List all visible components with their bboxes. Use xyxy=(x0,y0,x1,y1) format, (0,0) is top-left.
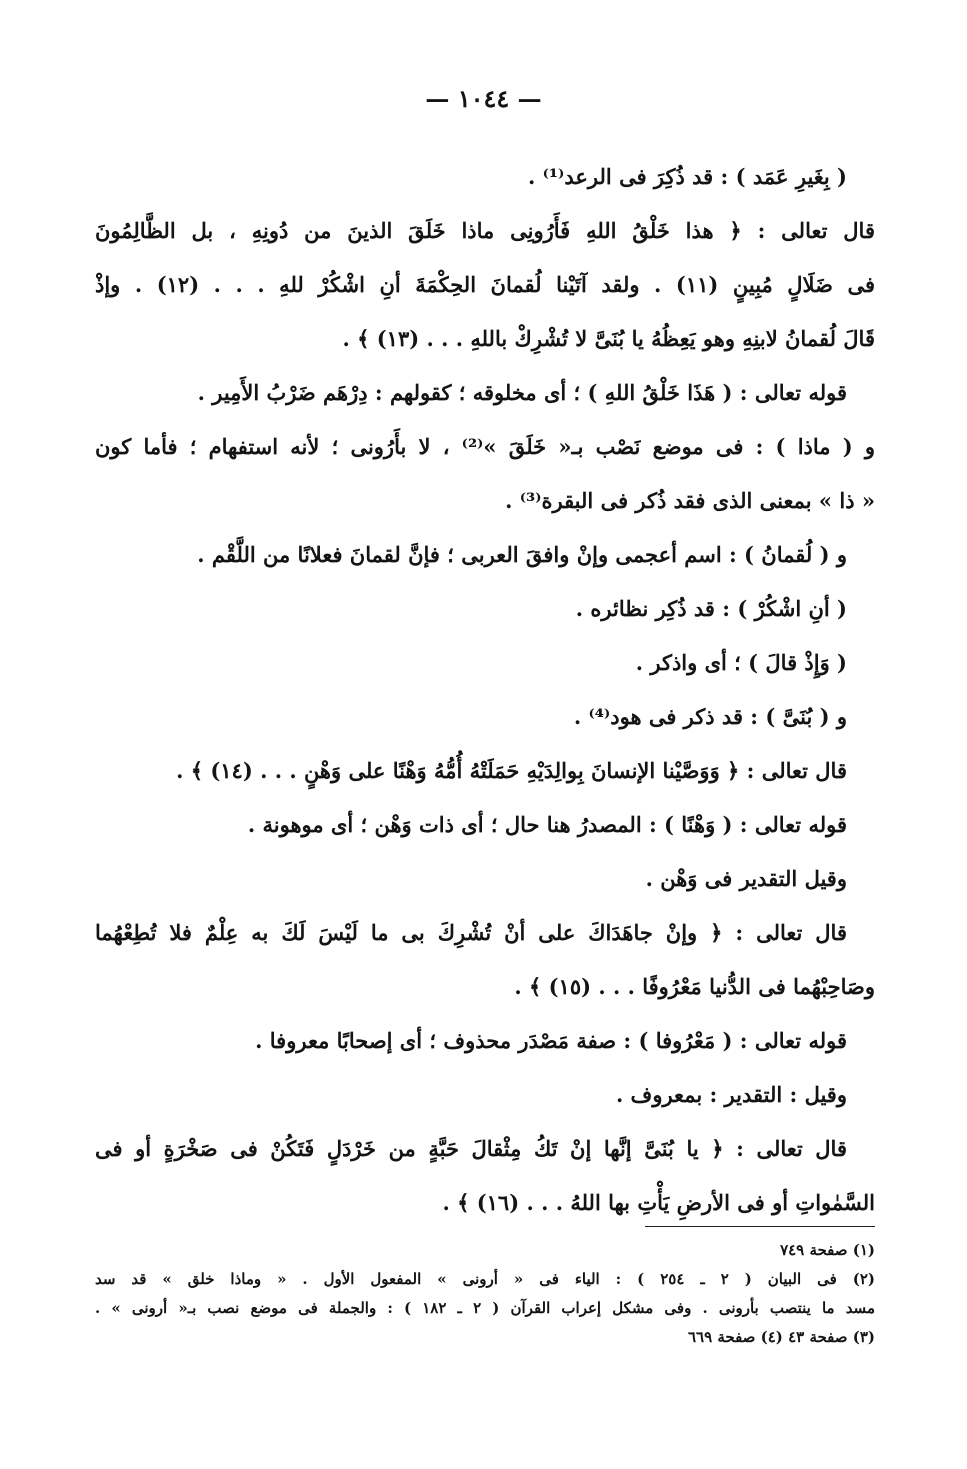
footnote-2-continued: مسد ما ينتصب بأرونى . وفى مشكل إعراب القرآن ( ٢ ـ ١٨٢ ) : والجملة فى موضع نصب بـ« أرونى » . xyxy=(95,1299,875,1317)
page-number: — ١٠٤٤ — xyxy=(425,84,542,113)
text-line-18: وقيل : التقدير : بمعروف . xyxy=(615,1082,847,1107)
text-line-3: فى ضَلَالٍ مُبِينٍ (١١) . ولقد آتَيْنا لُقمانَ الحِكْمَةَ أنِ اشْكُرْ للهِ . . . (١٢) . وإذْ xyxy=(95,272,875,297)
text-line-5: قوله تعالى : ( هَذَا خَلْقُ اللهِ ) ؛ أى مخلوقه ؛ كقولهم : دِرْهَم ضَرْبُ الأَمِير . xyxy=(197,380,847,405)
text-line-2: قال تعالى : ﴿ هذا خَلْقُ اللهِ فَأَرُونِى ماذا خَلَقَ الذينَ من دُونِهِ ، بل الظَّالِمُونَ xyxy=(95,218,875,243)
text-line-12: قال تعالى : ﴿ وَوَصَّيْنا الإنسانَ بِوالِدَيْهِ حَمَلَتْهُ أُمُّهُ وَهْنًا على وَهْنٍ . . . (١٤) ﴾ . xyxy=(176,758,847,783)
text-line-17: قوله تعالى : ( مَعْرُوفا ) : صفة مَصْدَر محذوف ؛ أى إصحابًا معروفا . xyxy=(255,1028,847,1053)
text-line-6: و ( ماذا ) : فى موضع نَصْب بـ« خَلَقَ »⁽²⁾ ، لا بأَرُونى ؛ لأنه استفهام ؛ فأما كون xyxy=(95,434,875,459)
text-line-8: و ( لُقمانُ ) : اسم أعجمى وإنْ وافقَ العربى ؛ فإنَّ لقمانَ فعلانًا من اللَّقْم . xyxy=(197,542,847,567)
text-line-16: وصَاحِبْهُما فى الدُّنيا مَعْرُوفًا . . . (١٥) ﴾ . xyxy=(514,974,875,999)
text-line-14: وقيل التقدير فى وَهْن . xyxy=(645,866,847,891)
text-line-4: قَالَ لُقمانُ لابنِهِ وهو يَعِظُهُ يا بُنَىَّ لا تُشْرِكْ باللهِ . . . (١٣) ﴾ . xyxy=(342,326,875,351)
text-line-15: قال تعالى : ﴿ وإنْ جاهَدَاكَ على أنْ تُشْرِكَ بى ما لَيْسَ لَكَ به عِلْمٌ فلا تُطِعْهُما xyxy=(95,920,847,945)
footnote-2: (٢) فى البيان ( ٢ ـ ٢٥٤ ) : الياء فى « أرونى » المفعول الأول . « وماذا خلق » قد سد xyxy=(95,1270,875,1288)
text-line-10: ( وَإِذْ قالَ ) ؛ أى واذكر . xyxy=(635,650,847,675)
text-line-9: ( أنِ اشْكُرْ ) : قد ذُكِر نظائره . xyxy=(575,596,847,621)
text-line-19: قال تعالى : ﴿ يا بُنَىَّ إنَّها إنْ تَكُ مِثْقالَ حَبَّةٍ من خَرْدَلٍ فَتَكُنْ فى صَخْرَةٍ أو فى xyxy=(95,1136,847,1161)
main-text xyxy=(95,150,875,1230)
text-line-13: قوله تعالى : ( وَهْنًا ) : المصدرُ هنا حال ؛ أى ذات وَهْن ؛ أى موهونة . xyxy=(247,812,847,837)
text-line-11: و ( بُنَىَّ ) : قد ذكر فى هود⁽⁴⁾ . xyxy=(573,704,847,729)
footnotes xyxy=(95,1236,875,1352)
footnote-3-4: (٣) صفحة ٤٣ (٤) صفحة ٦٦٩ xyxy=(687,1328,875,1346)
text-line-1: ( بِغَيرِ عَمَد ) : قد ذُكِرَ فى الرعد⁽¹⁾ . xyxy=(528,164,847,189)
footnote-1: (١) صفحة ٧٤٩ xyxy=(780,1241,875,1259)
footnote-divider xyxy=(645,1226,875,1227)
text-line-7: « ذا » بمعنى الذى فقد ذُكر فى البقرة⁽³⁾ . xyxy=(505,488,875,513)
text-line-20: السَّمٰواتِ أو فى الأرضِ يَأْتِ بها اللهُ . . . (١٦) ﴾ . xyxy=(442,1190,875,1215)
